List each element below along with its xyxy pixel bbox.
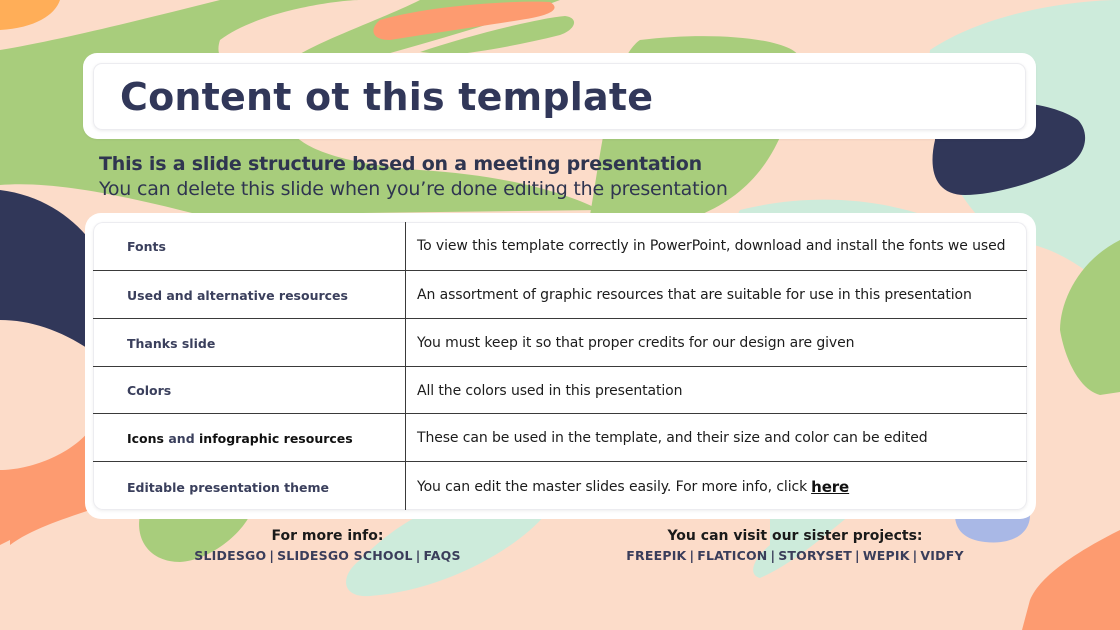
- link-storyset[interactable]: STORYSET: [778, 548, 853, 563]
- slide-title: Content ot this template: [120, 74, 654, 119]
- table-row: [93, 270, 1027, 319]
- footer-more-info-links: [160, 546, 495, 566]
- content-table: [93, 222, 1027, 510]
- table-row: [93, 366, 1027, 414]
- link-wepik[interactable]: WEPIK: [862, 548, 910, 563]
- row-label: Fonts: [93, 222, 406, 270]
- row-label: Colors: [93, 367, 406, 414]
- link-slidesgo[interactable]: SLIDESGO: [194, 548, 267, 563]
- title-card: [83, 53, 1036, 139]
- separator: |: [912, 548, 918, 563]
- separator: |: [415, 548, 421, 563]
- link-flaticon[interactable]: FLATICON: [697, 548, 768, 563]
- row-label: Editable presentation theme: [93, 462, 406, 510]
- table-row: [93, 461, 1027, 510]
- title-box: [93, 63, 1026, 130]
- row-description: These can be used in the template, and their size and color can be edited: [417, 430, 928, 446]
- link-slidesgo-school[interactable]: SLIDESGO SCHOOL: [277, 548, 413, 563]
- table-row: [93, 318, 1027, 367]
- separator: |: [855, 548, 860, 563]
- footer-more-info: [160, 526, 495, 566]
- footer-sister-projects: [580, 526, 1010, 566]
- subtitle-line-2: You can delete this slide when you’re done editing the presentation: [99, 178, 728, 200]
- row-description: You must keep it so that proper credits for our design are given: [417, 335, 855, 351]
- row-label-part: and: [168, 430, 195, 446]
- row-description: All the colors used in this presentation: [417, 382, 683, 399]
- separator: |: [770, 548, 776, 563]
- row-label: Thanks slide: [93, 319, 406, 367]
- footer-sister-projects-heading: You can visit our sister projects:: [667, 528, 923, 544]
- row-label: [93, 414, 406, 462]
- footer-more-info-heading: For more info:: [271, 528, 384, 544]
- table-row: [93, 413, 1027, 462]
- separator: |: [269, 548, 275, 563]
- content-table-card: [85, 213, 1036, 519]
- row-description: To view this template correctly in PowerPoint, download and install the fonts we used: [417, 238, 1006, 254]
- link-faqs[interactable]: FAQS: [423, 548, 461, 563]
- row-description-text: You can edit the master slides easily. For more info, click: [417, 479, 808, 495]
- subtitle-line-1: This is a slide structure based on a meeting presentation: [99, 153, 702, 175]
- row-label-part: infographic resources: [199, 430, 353, 446]
- separator: |: [689, 548, 695, 563]
- subtitle-block: [99, 152, 728, 202]
- row-label-part: Icons: [127, 430, 164, 446]
- link-vidfy[interactable]: VIDFY: [920, 548, 964, 563]
- row-label: Used and alternative resources: [93, 271, 406, 319]
- table-row: [93, 222, 1027, 270]
- here-link[interactable]: here: [811, 478, 850, 496]
- link-freepik[interactable]: FREEPIK: [626, 548, 687, 563]
- row-description: An assortment of graphic resources that are suitable for use in this presentation: [417, 287, 972, 303]
- row-description: [406, 462, 1027, 510]
- footer-sister-projects-links: [580, 546, 1010, 566]
